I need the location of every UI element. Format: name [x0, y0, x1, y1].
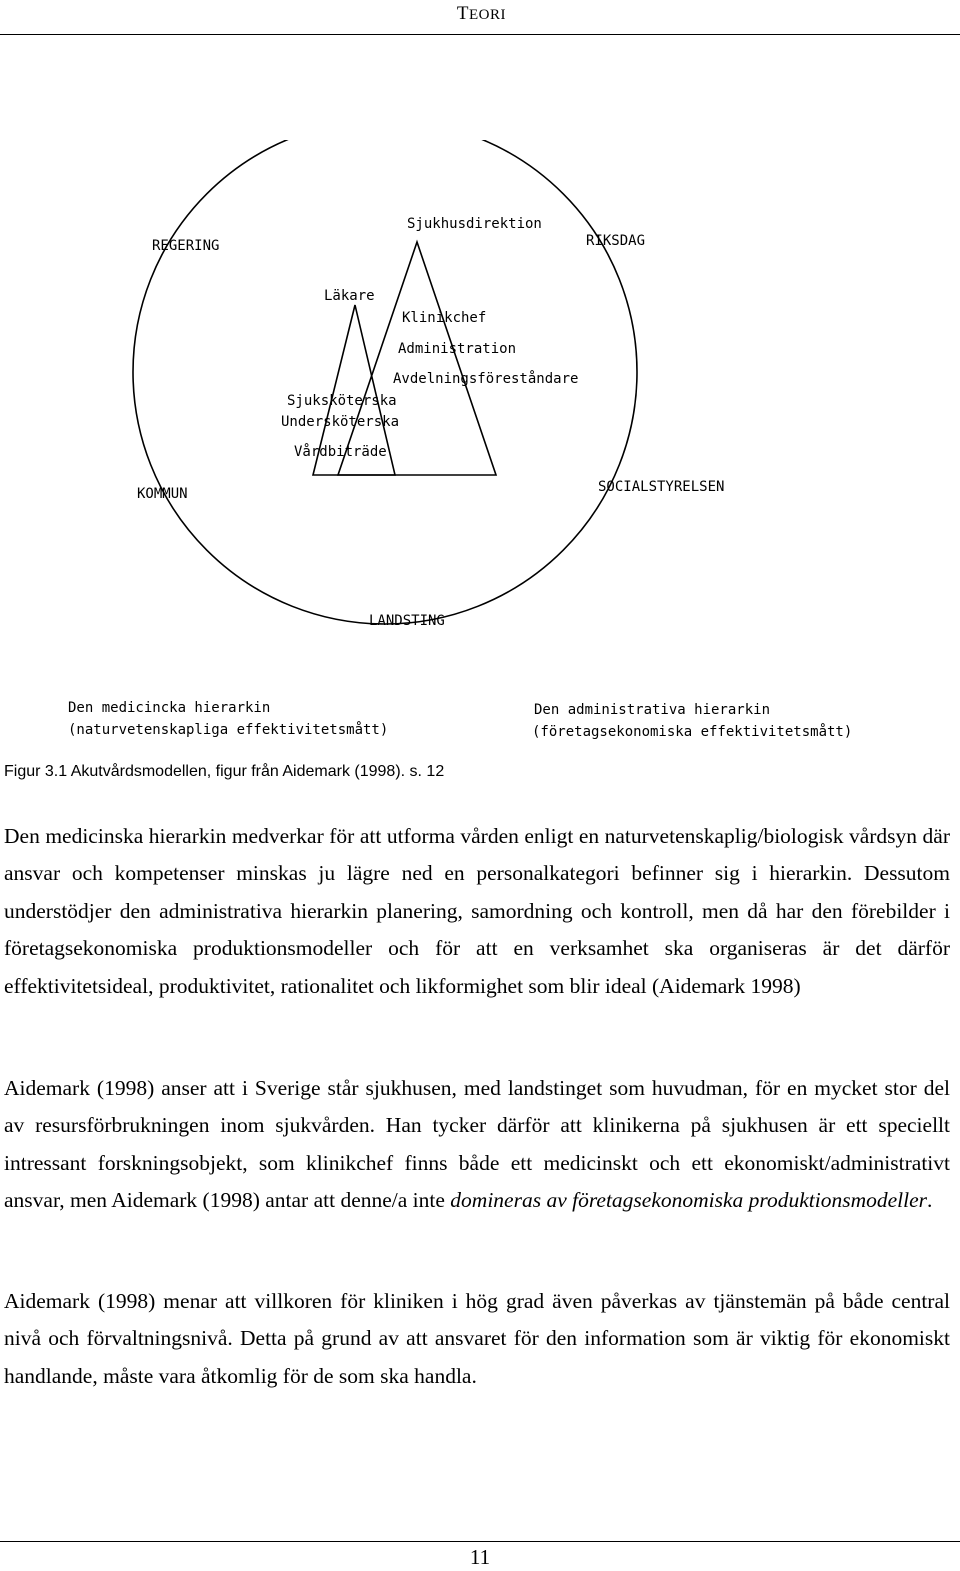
label-avdelningsforestandare: Avdelningsföreståndare — [393, 371, 579, 387]
label-sjukskoterska: Sjuksköterska — [287, 393, 397, 409]
label-lakare: Läkare — [324, 288, 375, 304]
label-sjukhusdirektion: Sjukhusdirektion — [407, 216, 542, 232]
header-title-initial: T — [456, 3, 469, 24]
paragraph-2-emphasis: domineras av företagsekonomiska produktionsmodeller — [450, 1188, 928, 1213]
body-paragraph-1: Den medicinska hierarkin medverkar för att utforma vården enligt en naturvetenskaplig/biologisk vårdsyn där ansvar och kompetenser minskas ju lägre ned en personalkategori befinner sig i hierarkin. Dessutom understödjer den administrativa hierarkin planering, samordning och kontroll, men då har den förebilder i företagsekonomiska produktionsmodeller och för att en verksamhet ska organiseras är det därför effektivitetsideal, produktivitet, rationalitet och likformighet som blir ideal (Aidemark 1998) — [4, 824, 950, 998]
running-header — [0, 0, 960, 36]
administrative-hierarchy-triangle — [338, 242, 496, 475]
header-rule — [0, 34, 960, 35]
paragraph-2-end: . — [927, 1188, 933, 1213]
acute-care-model-diagram — [0, 140, 960, 750]
label-underskoterska: Undersköterska — [281, 414, 400, 430]
header-title — [457, 3, 506, 25]
footer-rule — [0, 1541, 960, 1542]
label-kommun: KOMMUN — [137, 486, 188, 502]
label-klinikchef: Klinikchef — [402, 310, 487, 326]
label-riksdag: RIKSDAG — [586, 233, 646, 249]
legend-admin-title: Den administrativa hierarkin — [534, 702, 771, 718]
label-landsting: LANDSTING — [369, 613, 445, 629]
figure-caption: Figur 3.1 Akutvårdsmodellen, figur från Aidemark (1998). s. 12 — [4, 763, 445, 780]
legend-admin-subtitle: (företagsekonomiska effektivitetsmått) — [532, 724, 853, 740]
body-paragraph-3: Aidemark (1998) menar att villkoren för kliniken i hög grad även påverkas av tjänstemän på både central nivå och förvaltningsnivå. Detta på grund av att ansvaret för den information som är viktig för ekonomiskt handlande, måste vara åtkomlig för de som ska handla. — [4, 1289, 950, 1388]
body-paragraph-2 — [4, 1070, 950, 1220]
header-title-rest: EORI — [469, 7, 506, 23]
label-vardbitrade: Vårdbiträde — [294, 444, 387, 460]
label-administration: Administration — [398, 341, 517, 357]
page-number: 11 — [469, 1545, 491, 1569]
paragraph-2-text: Aidemark (1998) anser att i Sverige står sjukhusen, med landstinget som huvudman, för en mycket stor del av resursförbrukningen inom sjukvården. Han tycker därför att klinikerna på sjukhusen är ett speciellt intressant forskningsobjekt, som klinikchef finns både ett medicinskt och ett ekonomiskt/administrativt ansvar, men Aidemark (1998) antar att denne/a inte — [4, 1076, 950, 1213]
legend-medical-title: Den medicincka hierarkin — [68, 700, 271, 716]
label-socialstyrelsen: SOCIALSTYRELSEN — [598, 479, 725, 495]
label-regering: REGERING — [152, 238, 220, 254]
legend-medical-subtitle: (naturvetenskapliga effektivitetsmått) — [68, 722, 389, 738]
